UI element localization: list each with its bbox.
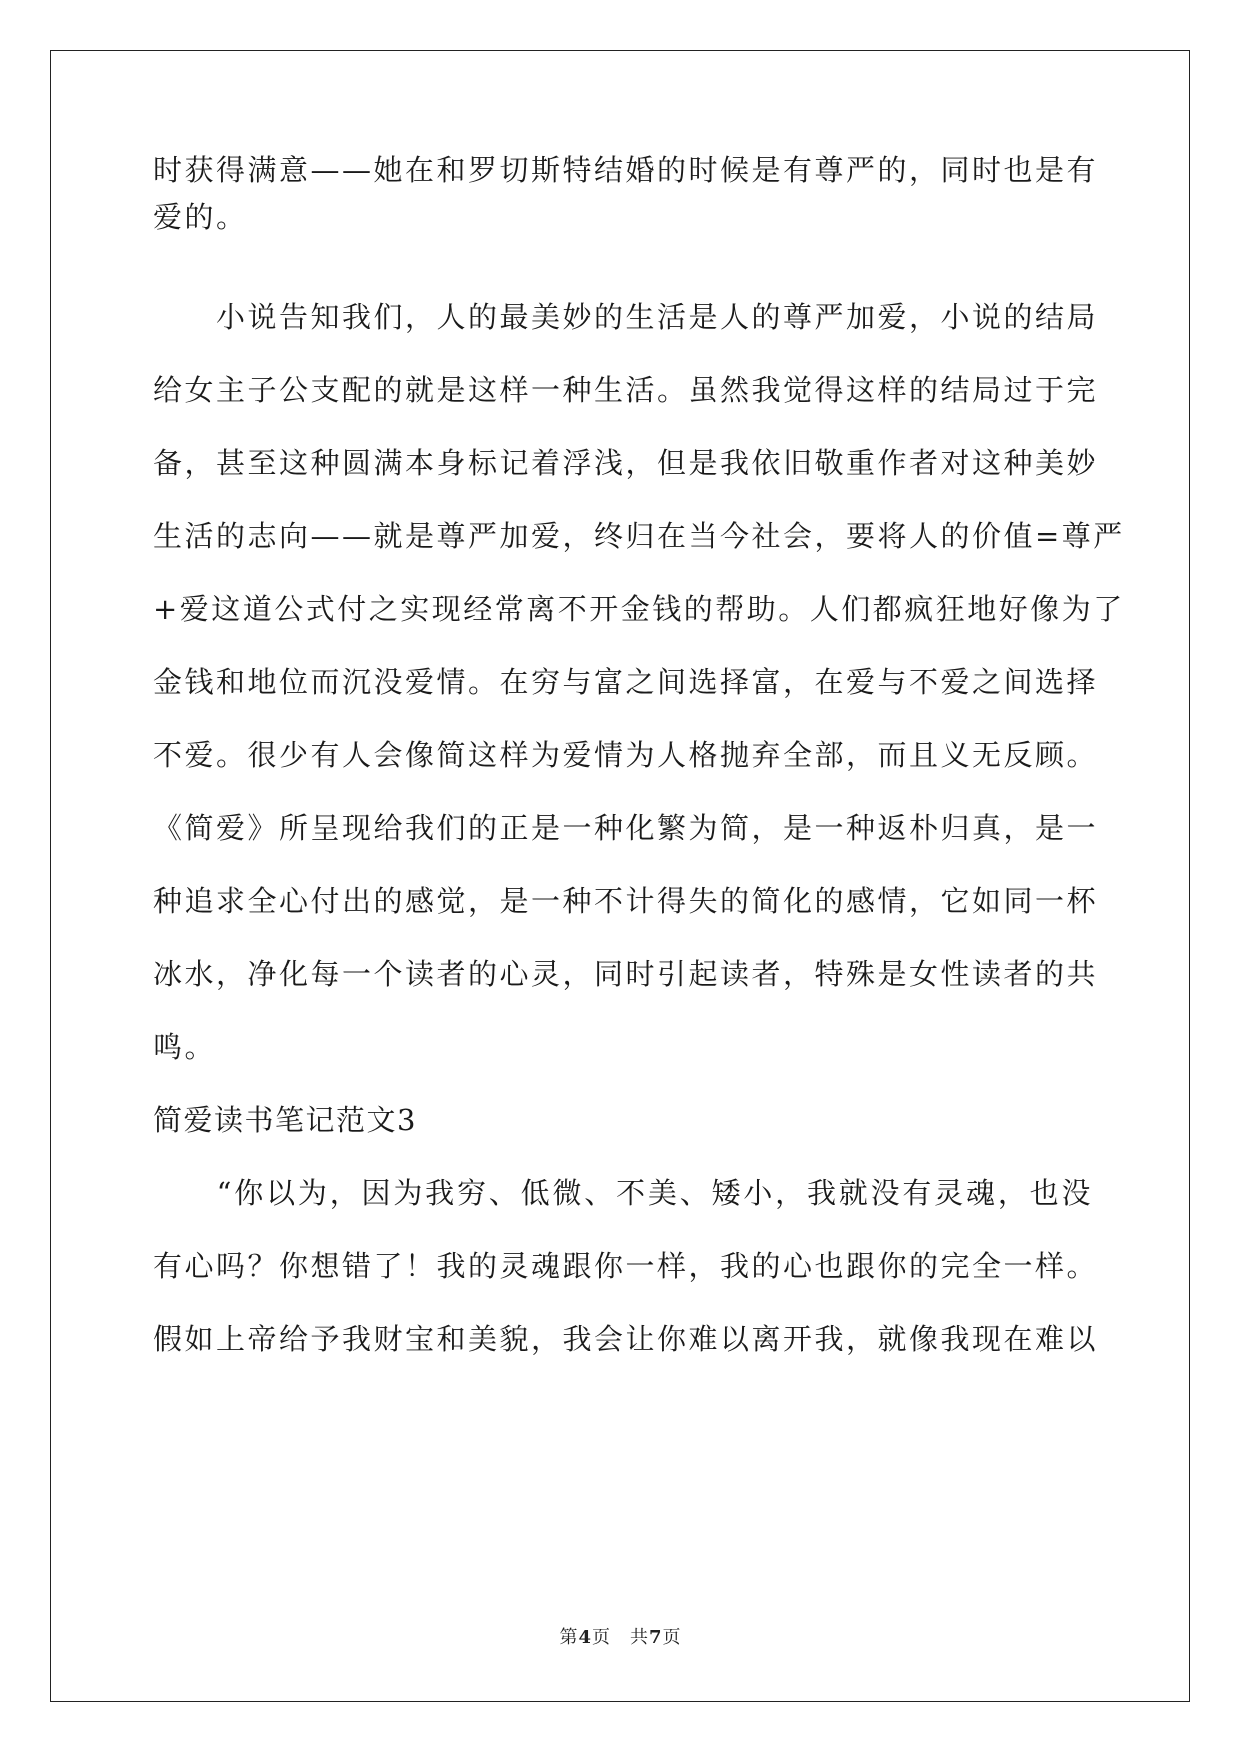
line-text: +爱这道公式付之实现经常离不开金钱的帮助。人们都疯狂地好像为了: [153, 592, 1125, 626]
line-text: 生活的志向——就是尊严加爱，终归在当今社会，要将人的价值=尊严: [153, 519, 1125, 553]
footer-prefix: 第: [559, 1627, 579, 1648]
line-text: 时获得满意——她在和罗切斯特结婚的时候是有尊严的，同时也是有: [153, 153, 1099, 187]
text-line: [153, 197, 248, 237]
line-text: 不爱。很少有人会像简这样为爱情为人格抛弃全部，而且义无反顾。: [153, 738, 1099, 772]
total-page-number: 7: [649, 1627, 663, 1648]
text-line: [153, 589, 1125, 629]
line-text: 爱的。: [153, 200, 248, 234]
page-footer: [0, 1623, 1241, 1649]
text-line: [153, 1246, 1099, 1286]
text-line: [153, 735, 1099, 775]
section-heading: [153, 1100, 417, 1140]
line-text: 备，甚至这种圆满本身标记着浮浅，但是我依旧敬重作者对这种美妙: [153, 446, 1099, 480]
line-text: 冰水，净化每一个读者的心灵，同时引起读者，特殊是女性读者的共: [153, 957, 1099, 991]
text-line: [153, 881, 1099, 921]
current-page-number: 4: [578, 1627, 592, 1648]
line-text: 鸣。: [153, 1030, 217, 1064]
line-text: 小说告知我们，人的最美妙的生活是人的尊严加爱，小说的结局: [153, 300, 1099, 334]
line-text: 《简爱》所呈现给我们的正是一种化繁为简，是一种返朴归真，是一: [153, 811, 1099, 845]
line-text: 假如上帝给予我财宝和美貌，我会让你难以离开我，就像我现在难以: [153, 1322, 1099, 1356]
text-line: [153, 1319, 1099, 1359]
text-line: [153, 150, 1099, 190]
line-text: 给女主子公支配的就是这样一种生活。虽然我觉得这样的结局过于完: [153, 373, 1099, 407]
footer-suffix: 页: [662, 1627, 682, 1648]
text-line: [153, 954, 1099, 994]
text-line: [153, 297, 1099, 337]
text-line: [153, 370, 1099, 410]
line-text: 有心吗？你想错了！我的灵魂跟你一样，我的心也跟你的完全一样。: [153, 1249, 1099, 1283]
text-line: [153, 443, 1099, 483]
text-line: [153, 808, 1099, 848]
footer-mid: 页 共: [592, 1627, 649, 1648]
text-line: [153, 1027, 216, 1067]
line-text: 种追求全心付出的感觉，是一种不计得失的简化的感情，它如同一杯: [153, 884, 1099, 918]
text-line: [153, 662, 1099, 702]
line-text: 金钱和地位而沉没爱情。在穷与富之间选择富，在爱与不爱之间选择: [153, 665, 1099, 699]
text-line: [153, 1173, 1093, 1213]
heading-text: 简爱读书笔记范文3: [153, 1103, 417, 1137]
line-text: “你以为，因为我穷、低微、不美、矮小，我就没有灵魂，也没: [153, 1176, 1093, 1210]
text-line: [153, 516, 1125, 556]
